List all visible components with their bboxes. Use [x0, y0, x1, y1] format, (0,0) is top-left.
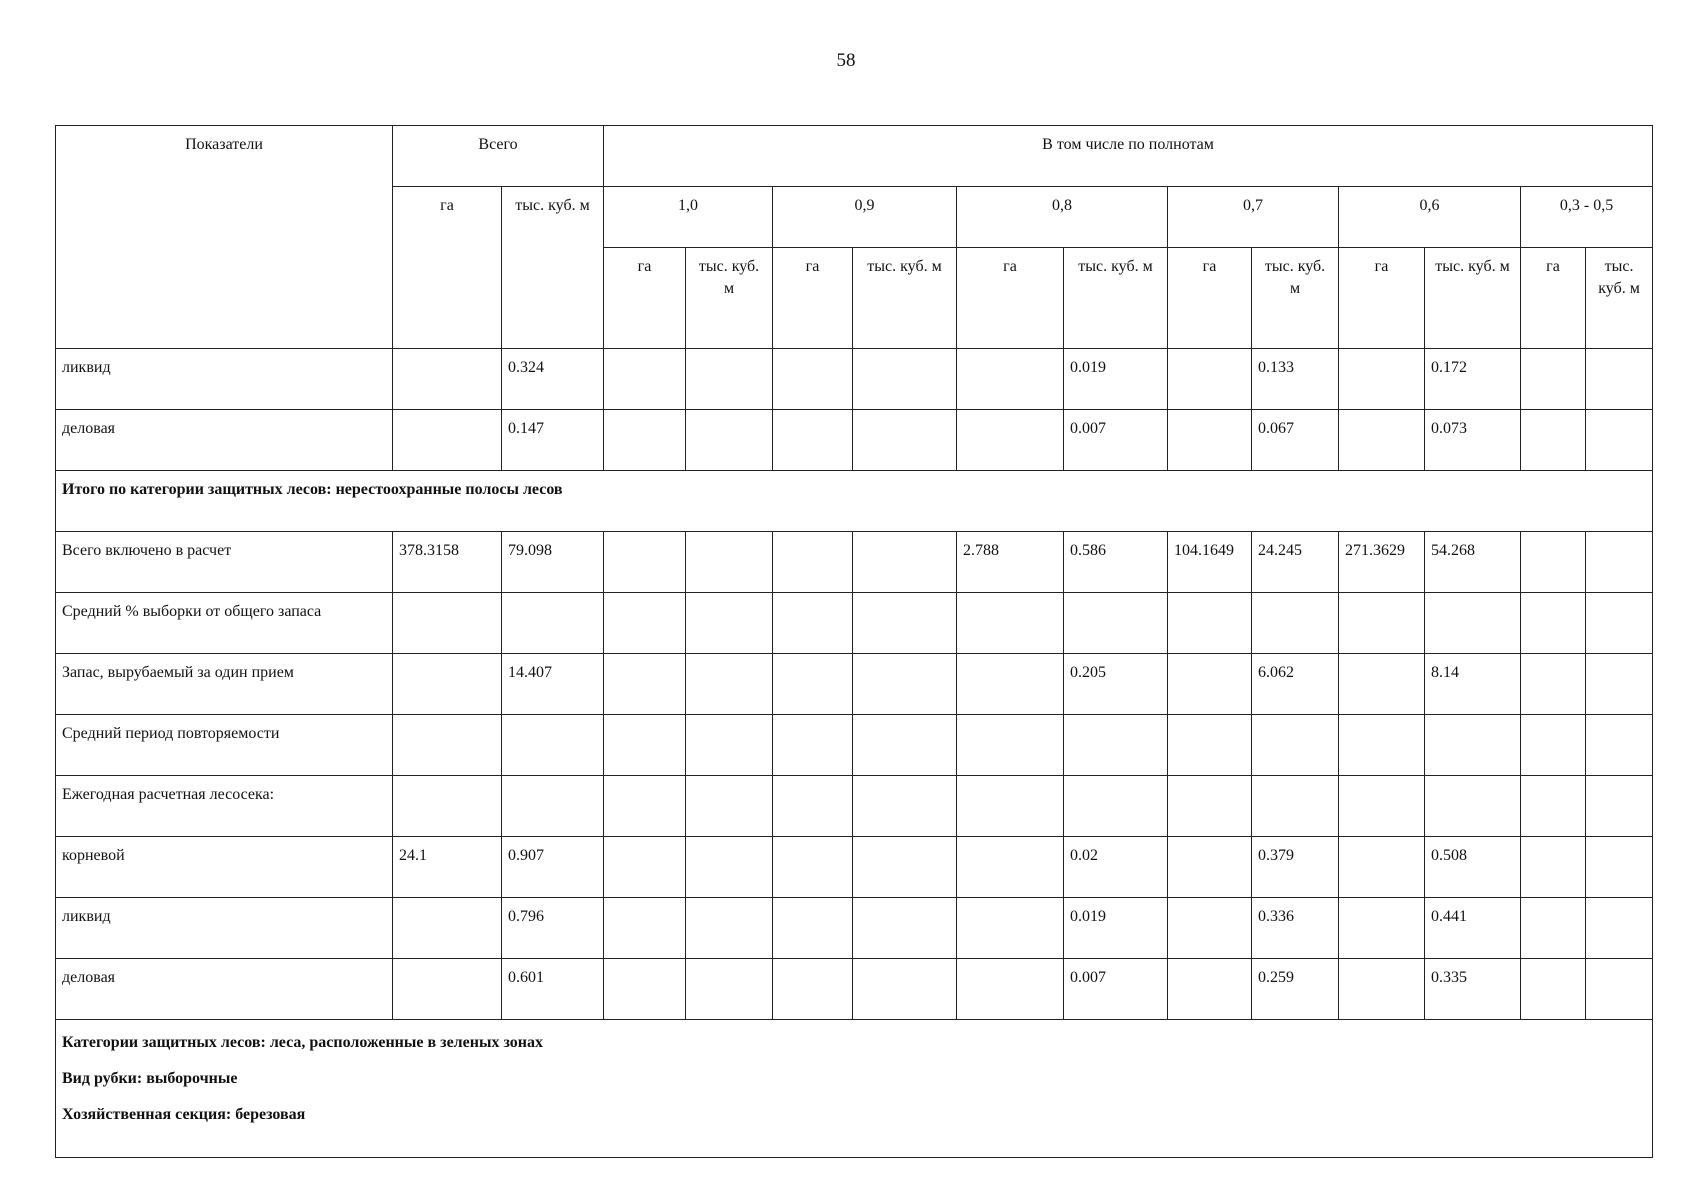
table-cell: [1586, 349, 1653, 410]
forest-category: Категории защитных лесов: леса, расположенные в зеленых зонах: [62, 1034, 544, 1051]
table-cell: [1252, 715, 1339, 776]
table-cell: [604, 654, 686, 715]
table-row: [56, 776, 1653, 837]
density-header: 0,8: [957, 187, 1168, 248]
table-cell: [604, 959, 686, 1020]
table-row: [56, 837, 1653, 898]
density-header: 0,3 - 0,5: [1521, 187, 1653, 248]
table-cell: 0.073: [1425, 410, 1521, 471]
table-cell: [1521, 410, 1586, 471]
ha-subheader: га: [1339, 248, 1425, 349]
table-cell: [1339, 410, 1425, 471]
table-cell: [1064, 776, 1168, 837]
table-cell: [604, 776, 686, 837]
total-ha-header: га: [393, 187, 502, 349]
table-cell: [773, 593, 853, 654]
table-cell: [1425, 776, 1521, 837]
table-cell: [773, 349, 853, 410]
table-cell: [686, 410, 773, 471]
table-cell: [773, 959, 853, 1020]
table-cell: [1168, 776, 1252, 837]
footer-cell: [56, 1020, 1653, 1158]
volume-subheader: тыс. куб. м: [1064, 248, 1168, 349]
row-label: Средний период повторяемости: [56, 715, 393, 776]
table-cell: [1064, 593, 1168, 654]
table-cell: [1586, 959, 1653, 1020]
table-cell: [957, 898, 1064, 959]
table-cell: 0.019: [1064, 898, 1168, 959]
table-cell: [604, 837, 686, 898]
table-row: [56, 410, 1653, 471]
table-cell: [773, 776, 853, 837]
table-cell: [773, 532, 853, 593]
header-row-1: [56, 126, 1653, 187]
table-cell: 0.335: [1425, 959, 1521, 1020]
table-cell: 378.3158: [393, 532, 502, 593]
volume-subheader: тыс. куб. м: [686, 248, 773, 349]
indicators-header: Показатели: [56, 126, 393, 349]
table-cell: [686, 959, 773, 1020]
table-cell: [393, 715, 502, 776]
table-cell: [957, 593, 1064, 654]
table-cell: 0.019: [1064, 349, 1168, 410]
section-total-row: [56, 471, 1653, 532]
table-cell: [1521, 593, 1586, 654]
table-cell: [1339, 349, 1425, 410]
table-cell: 0.147: [502, 410, 604, 471]
table-cell: 0.586: [1064, 532, 1168, 593]
table-row: [56, 654, 1653, 715]
ha-subheader: га: [773, 248, 853, 349]
table-cell: [604, 715, 686, 776]
table-cell: 54.268: [1425, 532, 1521, 593]
table-cell: [1586, 654, 1653, 715]
table-cell: [773, 898, 853, 959]
table-cell: [393, 776, 502, 837]
total-header: Всего: [393, 126, 604, 187]
table-cell: [1521, 898, 1586, 959]
table-cell: [1586, 410, 1653, 471]
table-cell: 8.14: [1425, 654, 1521, 715]
table-cell: [1425, 593, 1521, 654]
table-cell: [604, 898, 686, 959]
table-cell: [1339, 898, 1425, 959]
table-cell: [853, 654, 957, 715]
table-cell: 271.3629: [1339, 532, 1425, 593]
page-number: 58: [836, 50, 856, 71]
table-cell: [604, 532, 686, 593]
table-cell: [502, 715, 604, 776]
table-cell: [957, 654, 1064, 715]
table-cell: [502, 776, 604, 837]
table-cell: [1168, 654, 1252, 715]
table-cell: [1339, 715, 1425, 776]
table-row: [56, 349, 1653, 410]
table-cell: [686, 349, 773, 410]
table-cell: [1168, 837, 1252, 898]
table-cell: 0.907: [502, 837, 604, 898]
table-cell: 0.007: [1064, 410, 1168, 471]
table-cell: [1168, 898, 1252, 959]
table-cell: [604, 593, 686, 654]
table-cell: [1586, 532, 1653, 593]
economic-section: Хозяйственная секция: березовая: [62, 1106, 306, 1123]
table-cell: [957, 349, 1064, 410]
table-row: [56, 898, 1653, 959]
table-cell: [773, 410, 853, 471]
table-cell: [773, 837, 853, 898]
table-cell: [853, 349, 957, 410]
table-cell: [686, 898, 773, 959]
table-cell: [1168, 715, 1252, 776]
forest-data-table: [55, 125, 1653, 1158]
table-row: [56, 715, 1653, 776]
cutting-type: Вид рубки: выборочные: [62, 1070, 238, 1087]
density-header: 0,6: [1339, 187, 1521, 248]
table-cell: [853, 898, 957, 959]
rows-top: [56, 349, 1653, 471]
table-cell: [1586, 593, 1653, 654]
table-cell: [393, 349, 502, 410]
table-cell: [686, 593, 773, 654]
table-cell: 0.324: [502, 349, 604, 410]
table-cell: 0.379: [1252, 837, 1339, 898]
table-cell: [1586, 776, 1653, 837]
row-label: деловая: [56, 410, 393, 471]
table-cell: [1521, 776, 1586, 837]
table-cell: [853, 837, 957, 898]
row-label: Запас, вырубаемый за один прием: [56, 654, 393, 715]
table-cell: [604, 410, 686, 471]
table-cell: [853, 410, 957, 471]
table-cell: [853, 715, 957, 776]
table-cell: 2.788: [957, 532, 1064, 593]
table-cell: 0.205: [1064, 654, 1168, 715]
table-cell: [773, 715, 853, 776]
row-label: ликвид: [56, 349, 393, 410]
row-label: Ежегодная расчетная лесосека:: [56, 776, 393, 837]
table-cell: [1168, 349, 1252, 410]
table-cell: 104.1649: [1168, 532, 1252, 593]
table-cell: [773, 654, 853, 715]
table-cell: [686, 776, 773, 837]
table-cell: [686, 715, 773, 776]
section-total-title: Итого по категории защитных лесов: нерестоохранные полосы лесов: [56, 471, 1653, 532]
footer-row: [56, 1020, 1653, 1158]
table-cell: [1521, 959, 1586, 1020]
table-cell: [1168, 593, 1252, 654]
table-cell: 0.067: [1252, 410, 1339, 471]
table-cell: [1339, 593, 1425, 654]
row-label: ликвид: [56, 898, 393, 959]
table-cell: 6.062: [1252, 654, 1339, 715]
table-cell: 0.441: [1425, 898, 1521, 959]
table-cell: [1586, 715, 1653, 776]
table-row: [56, 532, 1653, 593]
table-cell: [1339, 776, 1425, 837]
table-cell: [393, 593, 502, 654]
table-cell: [1521, 837, 1586, 898]
table-cell: [1168, 959, 1252, 1020]
volume-subheader: тыс. куб. м: [1586, 248, 1653, 349]
table-cell: 14.407: [502, 654, 604, 715]
table-cell: 0.172: [1425, 349, 1521, 410]
table-cell: [393, 959, 502, 1020]
density-header: 0,9: [773, 187, 957, 248]
table-cell: [1521, 532, 1586, 593]
table-cell: 0.601: [502, 959, 604, 1020]
density-header: 0,7: [1168, 187, 1339, 248]
ha-subheader: га: [957, 248, 1064, 349]
volume-subheader: тыс. куб. м: [1252, 248, 1339, 349]
table-cell: [1339, 654, 1425, 715]
rows-bottom: [56, 532, 1653, 1020]
table-cell: [1252, 776, 1339, 837]
table-cell: [853, 593, 957, 654]
table-cell: 0.133: [1252, 349, 1339, 410]
table-cell: 0.259: [1252, 959, 1339, 1020]
table-cell: [1521, 715, 1586, 776]
table-cell: [1521, 349, 1586, 410]
table-cell: [1252, 593, 1339, 654]
table-cell: [957, 959, 1064, 1020]
table-cell: [1168, 410, 1252, 471]
table-cell: 0.508: [1425, 837, 1521, 898]
table-cell: [686, 837, 773, 898]
volume-subheader: тыс. куб. м: [853, 248, 957, 349]
row-label: Средний % выборки от общего запаса: [56, 593, 393, 654]
table-cell: 24.1: [393, 837, 502, 898]
table-cell: [1521, 654, 1586, 715]
table-cell: 0.007: [1064, 959, 1168, 1020]
by-density-header: В том числе по полнотам: [604, 126, 1653, 187]
table-cell: [1064, 715, 1168, 776]
table-cell: [686, 654, 773, 715]
table-row: [56, 593, 1653, 654]
table-row: [56, 959, 1653, 1020]
total-volume-header: тыс. куб. м: [502, 187, 604, 349]
table-cell: [1586, 898, 1653, 959]
table-cell: 0.02: [1064, 837, 1168, 898]
table-cell: [393, 898, 502, 959]
table-cell: [957, 837, 1064, 898]
table-cell: 0.336: [1252, 898, 1339, 959]
ha-subheader: га: [1521, 248, 1586, 349]
table-cell: [604, 349, 686, 410]
table-cell: [1339, 837, 1425, 898]
volume-subheader: тыс. куб. м: [1425, 248, 1521, 349]
table-cell: 79.098: [502, 532, 604, 593]
row-label: Всего включено в расчет: [56, 532, 393, 593]
table-cell: [686, 532, 773, 593]
table-cell: [502, 593, 604, 654]
table-cell: [957, 776, 1064, 837]
table-cell: [393, 654, 502, 715]
table-cell: 0.796: [502, 898, 604, 959]
ha-subheader: га: [604, 248, 686, 349]
row-label: корневой: [56, 837, 393, 898]
table-cell: [853, 776, 957, 837]
table-cell: [1425, 715, 1521, 776]
row-label: деловая: [56, 959, 393, 1020]
density-header: 1,0: [604, 187, 773, 248]
table-cell: [853, 532, 957, 593]
table-cell: [957, 715, 1064, 776]
table-cell: 24.245: [1252, 532, 1339, 593]
table-cell: [1586, 837, 1653, 898]
table-cell: [853, 959, 957, 1020]
table-cell: [393, 410, 502, 471]
ha-subheader: га: [1168, 248, 1252, 349]
table-cell: [957, 410, 1064, 471]
table-cell: [1339, 959, 1425, 1020]
